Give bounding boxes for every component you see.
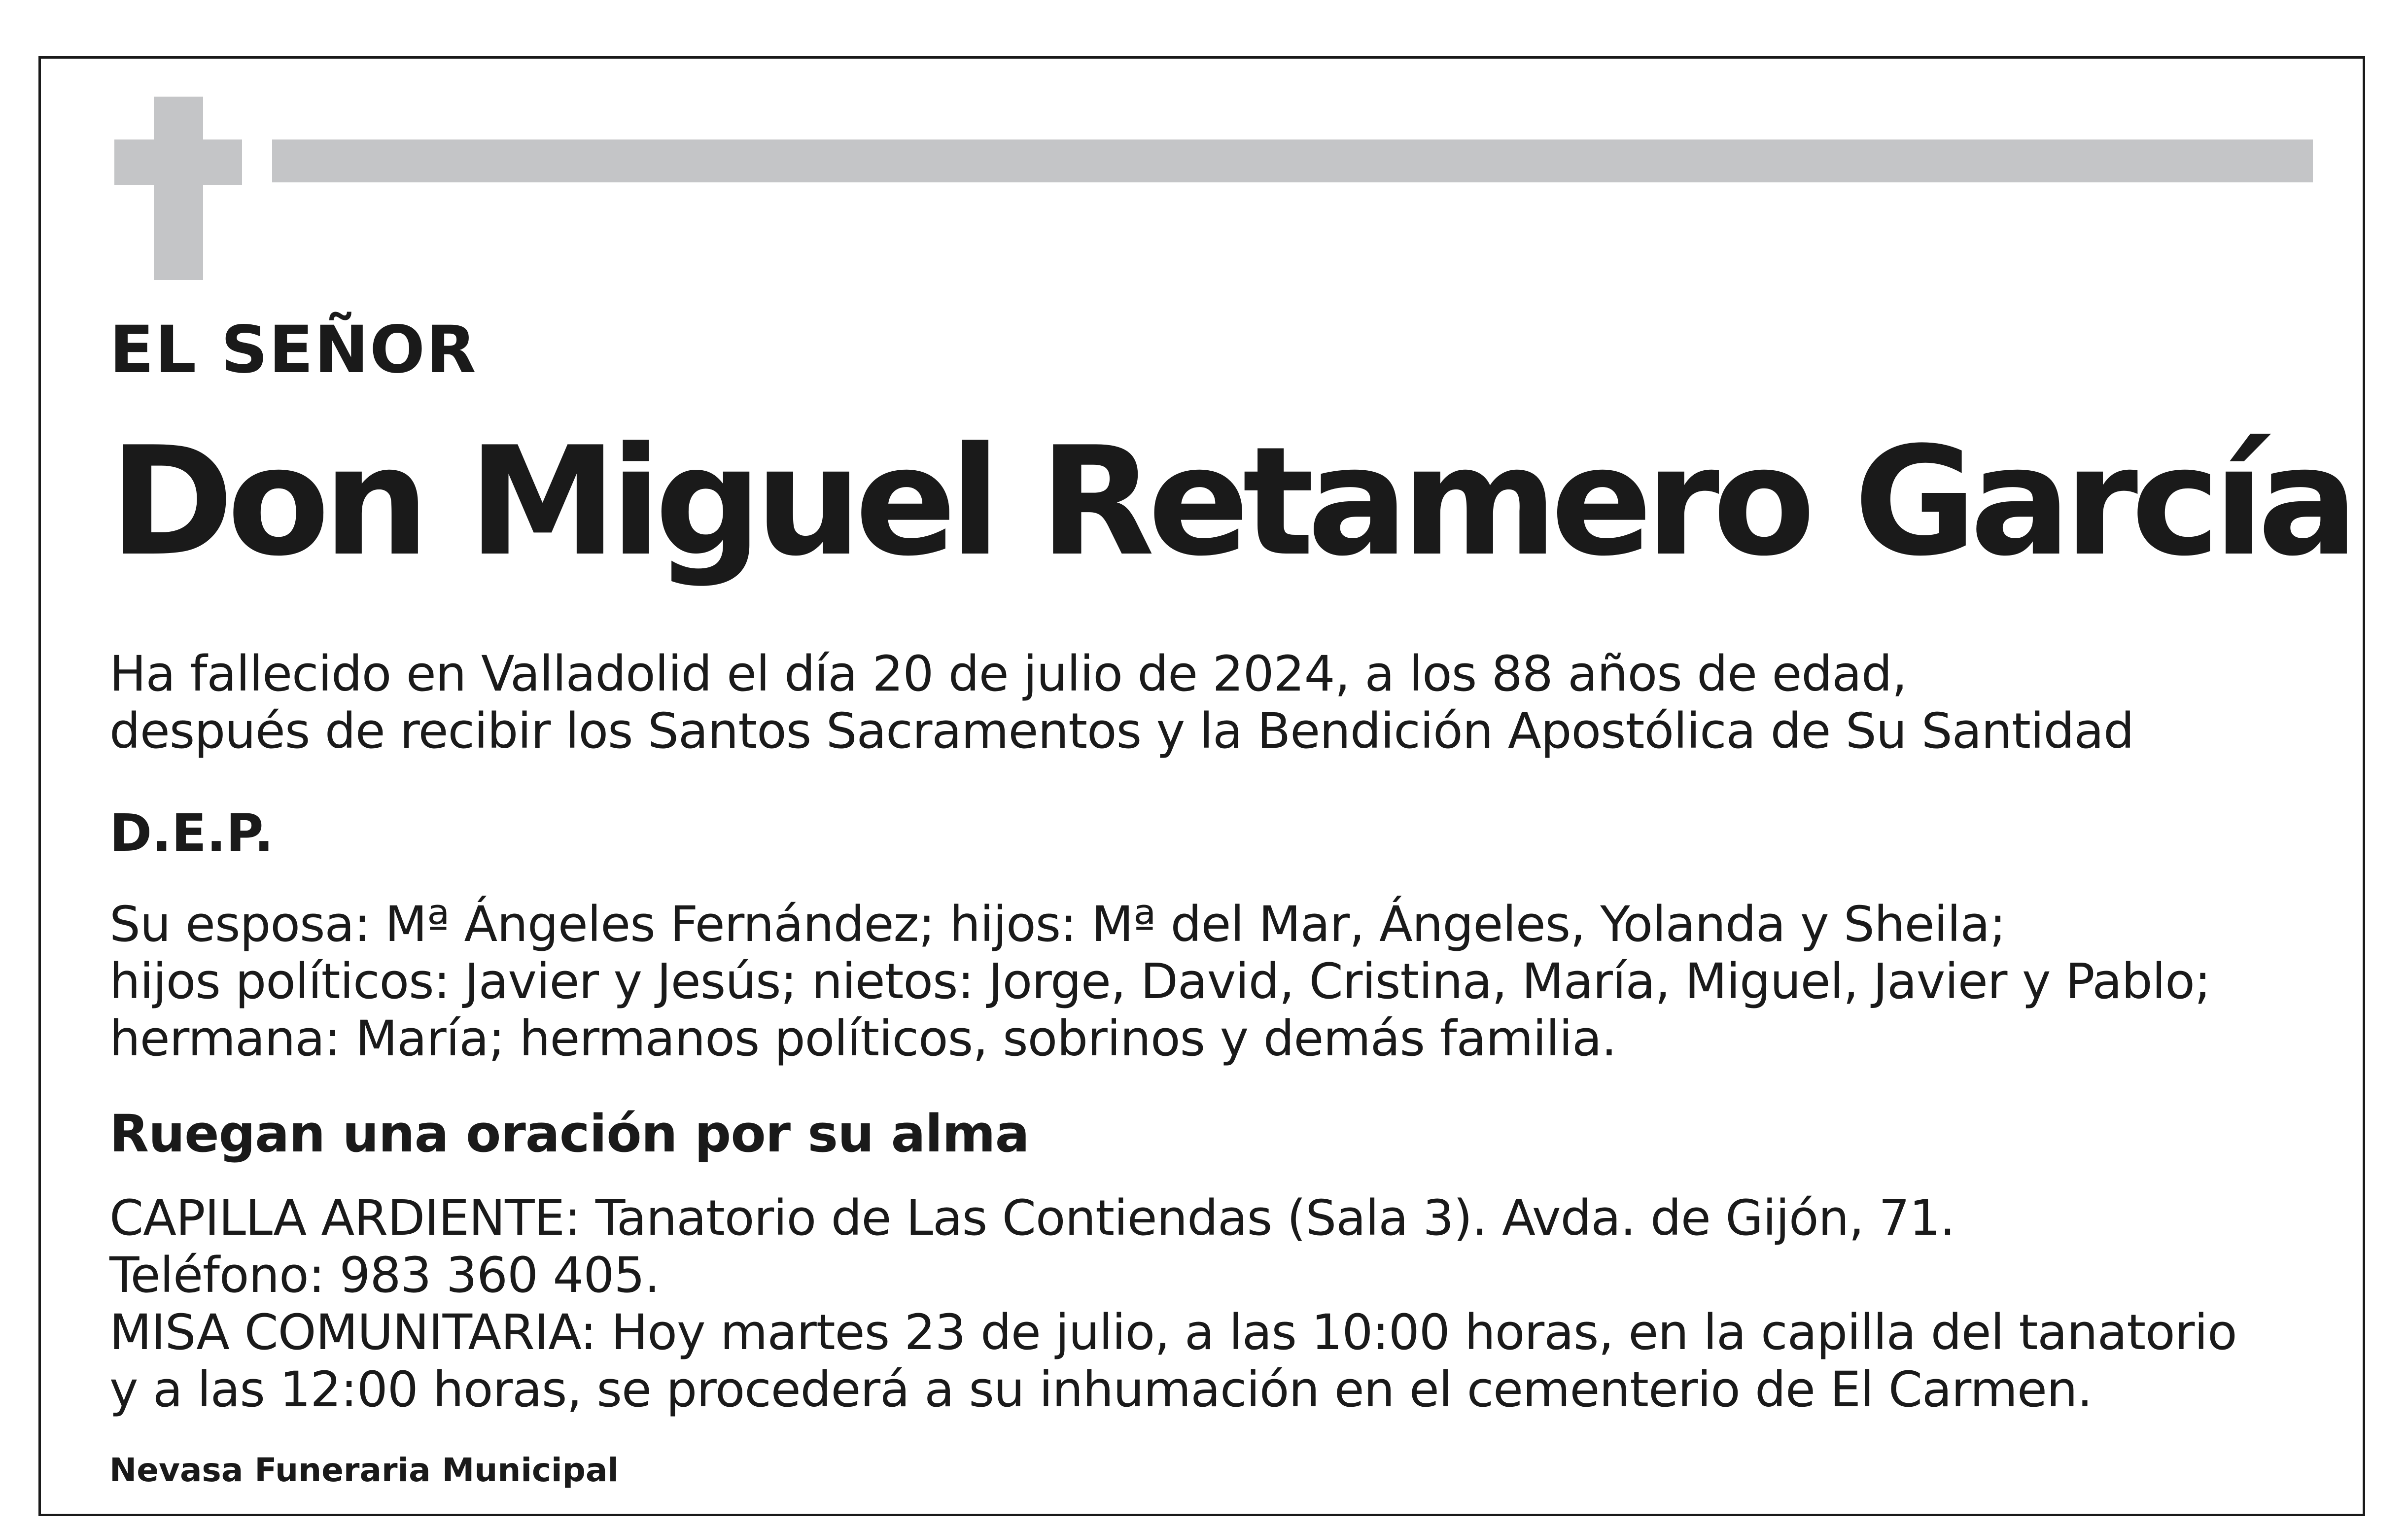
prayer-request: Ruegan una oración por su alma	[109, 1104, 1029, 1164]
funeral-home-name: Nevasa Funeraria Municipal	[109, 1451, 619, 1489]
header-rule	[272, 139, 2313, 182]
family-list	[109, 896, 2210, 1068]
family-line: hijos políticos: Javier y Jesús; nietos: Jorge, David, Cristina, María, Miguel, Javier y Pablo;	[109, 953, 2211, 1010]
death-line: después de recibir los Santos Sacramentos y la Bendición Apostólica de Su Santidad	[109, 703, 2134, 760]
info-line: y a las 12:00 horas, se procederá a su inhumación en el cementerio de El Carmen.	[109, 1361, 2093, 1418]
deceased-name: Don Miguel Retamero García	[109, 415, 2352, 589]
info-line: MISA COMUNITARIA: Hoy martes 23 de julio, a las 10:00 horas, en la capilla del tanatorio	[109, 1304, 2237, 1361]
info-line: Teléfono: 983 360 405.	[109, 1247, 660, 1304]
death-line: Ha fallecido en Valladolid el día 20 de julio de 2024, a los 88 años de edad,	[109, 646, 1907, 702]
cross-vertical-bar	[154, 97, 203, 280]
honorific: EL SEÑOR	[109, 312, 477, 388]
cross-horizontal-bar	[114, 139, 242, 185]
family-line: hermana: María; hermanos políticos, sobrinos y demás familia.	[109, 1010, 1617, 1067]
dep-label: D.E.P.	[109, 803, 274, 863]
service-info	[109, 1190, 2237, 1419]
family-line: Su esposa: Mª Ángeles Fernández; hijos: Mª del Mar, Ángeles, Yolanda y Sheila;	[109, 896, 2006, 953]
death-announcement	[109, 646, 2134, 760]
info-line: CAPILLA ARDIENTE: Tanatorio de Las Contiendas (Sala 3). Avda. de Gijón, 71.	[109, 1190, 1955, 1247]
